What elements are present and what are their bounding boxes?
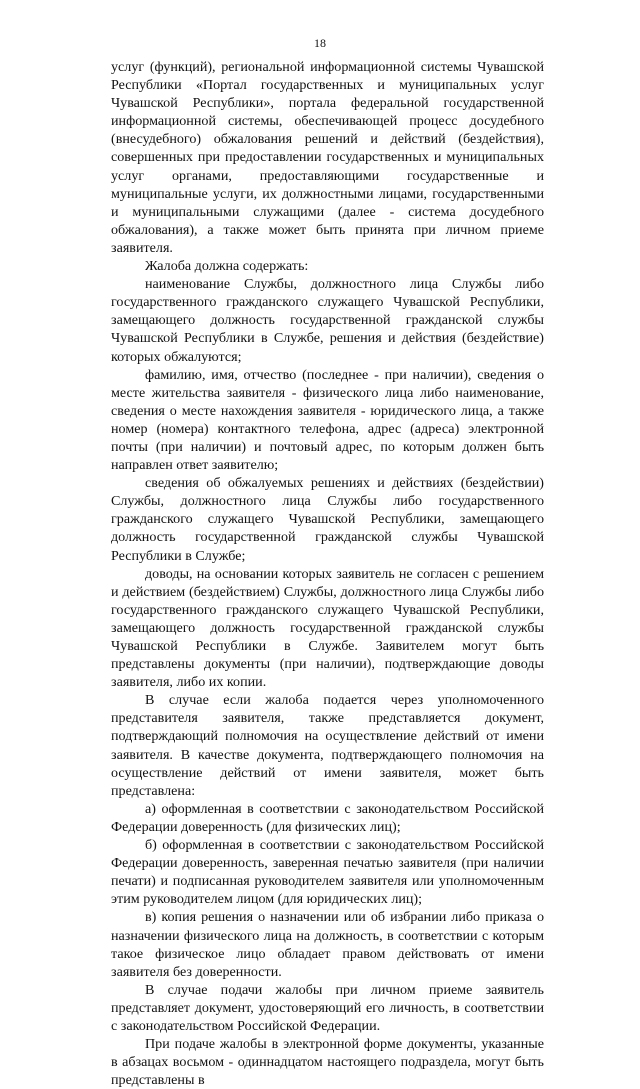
paragraph-9: б) оформленная в соответствии с законодательством Российской Федерации доверенность, заверенная печатью заявителя (при наличии печати) и подписанная руководителем заявителя или уполномоченным этим руководителем лицом (для юридических лиц);	[111, 837, 544, 908]
paragraph-7: В случае если жалоба подается через уполномоченного представителя заявителя, также представляется документ, подтверждающий полномочия на осуществление действий от имени заявителя. В качестве документа, подтверждающего полномочия на осуществление действий от имени заявителя, может быть представлена:	[111, 692, 544, 799]
paragraph-10: в) копия решения о назначении или об избрании либо приказа о назначении физического лица на должность, в соответствии с которым такое физическое лицо обладает правом действовать от имени заявителя без доверенности.	[111, 909, 544, 980]
paragraph-6: доводы, на основании которых заявитель не согласен с решением и действием (бездействием) Службы, должностного лица Службы либо государственного гражданского служащего Чувашской Республики, замещающего должность государственной гражданской службы Чувашской Республики в Службе. Заявителем могут быть представлены документы (при наличии), подтверждающие доводы заявителя, либо их копии.	[111, 565, 544, 691]
document-body	[111, 58, 544, 1089]
paragraph-8: а) оформленная в соответствии с законодательством Российской Федерации доверенность (для физических лиц);	[111, 800, 544, 835]
paragraph-5: сведения об обжалуемых решениях и действиях (бездействии) Службы, должностного лица Службы либо государственного гражданского служащего Чувашской Республики, замещающего должность государственной гражданской службы Чувашской Республики в Службе;	[111, 475, 544, 564]
paragraph-11: В случае подачи жалобы при личном приеме заявитель представляет документ, удостоверяющий его личность, в соответствии с законодательством Российской Федерации.	[111, 981, 544, 1034]
paragraph-12: При подаче жалобы в электронной форме документы, указанные в абзацах восьмом - одиннадцатом настоящего подраздела, могут быть представлены в	[111, 1036, 544, 1089]
page-number: 18	[314, 36, 326, 50]
paragraph-4: фамилию, имя, отчество (последнее - при наличии), сведения о месте жительства заявителя - физического лица либо наименование, сведения о месте нахождения заявителя - юридического лица, а также номер (номера) контактного телефона, адрес (адреса) электронной почты (при наличии) и почтовый адрес, по которым должен быть направлен ответ заявителю;	[111, 366, 544, 474]
paragraph-3: наименование Службы, должностного лица Службы либо государственного гражданского служащего Чувашской Республики, замещающего должность государственной гражданской службы Чувашской Республики в Службе, решения и действия (бездействие) которых обжалуются;	[111, 276, 544, 365]
paragraph-1: услуг (функций), региональной информационной системы Чувашской Республики «Портал государственных и муниципальных услуг Чувашской Республики», портала федеральной государственной информационной системы, обеспечивающей процесс досудебного (внесудебного) обжалования решений и действий (бездействия), совершенных при предоставлении государственных и муниципальных услуг органами, предоставляющими государственные и муниципальные услуги, их должностными лицами, государственными и муниципальными служащими (далее - система досудебного обжалования), а также может быть принята при личном приеме заявителя.	[111, 59, 544, 256]
paragraph-2: Жалоба должна содержать:	[145, 258, 309, 275]
